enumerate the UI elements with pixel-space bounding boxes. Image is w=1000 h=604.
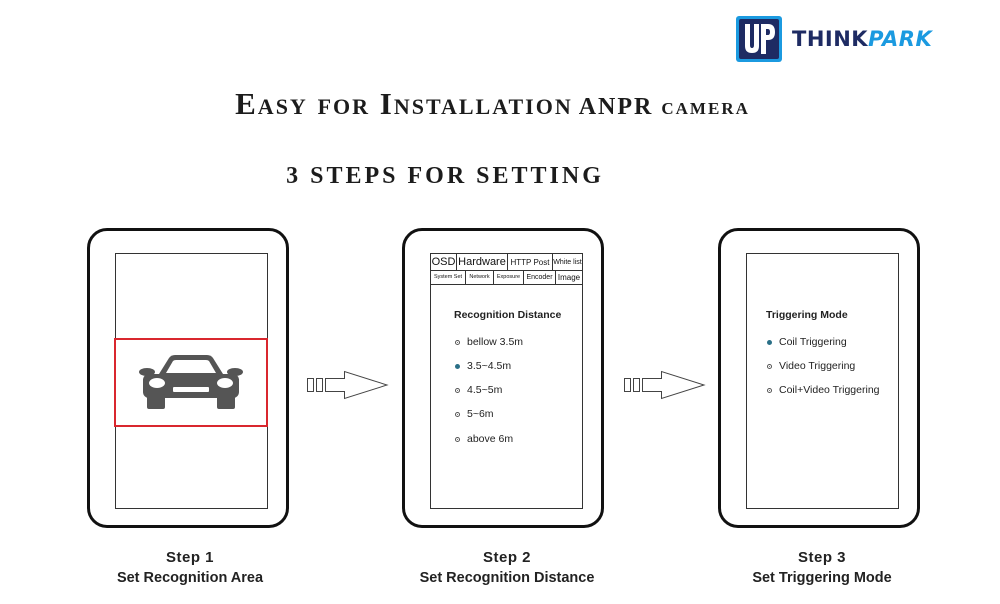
device-step3 [718,228,920,528]
radio-icon[interactable] [455,388,460,393]
radio-icon[interactable] [455,340,460,345]
tab-system-set[interactable]: System Set [431,270,466,284]
distance-option[interactable] [455,433,513,445]
recognition-distance-title: Recognition Distance [454,309,562,321]
tab-network[interactable]: Network [466,270,494,284]
trigger-option-label: Video Triggering [779,360,856,372]
up-logo-icon [736,16,782,62]
tab-white-list[interactable]: White list [553,258,582,266]
caption-step2 [377,548,637,588]
recognition-area-box[interactable] [114,338,268,427]
trigger-option-label: Coil Triggering [779,336,847,348]
distance-option-label: bellow 3.5m [467,336,524,348]
brand-name-part1: THINK [792,26,869,51]
brand-name-part2: PARK [868,26,933,51]
tab-image[interactable]: Image [557,272,581,282]
caption-step1 [60,548,320,588]
tab-osd[interactable]: OSD [431,256,456,268]
radio-icon[interactable] [455,437,460,442]
tab-hardware[interactable]: Hardware [457,254,508,270]
screen-step1 [115,253,268,509]
tab-http-post[interactable]: HTTP Post [508,254,553,270]
screen-step3 [746,253,899,509]
tab-bar-primary [431,254,582,271]
page-subtitle: 3 STEPS FOR SETTING [286,163,604,189]
tab-encoder[interactable]: Encoder [524,270,556,284]
tab-exposure[interactable]: Exposure [494,270,524,284]
distance-option-label: 5~6m [467,408,494,420]
radio-icon[interactable] [455,412,460,417]
distance-option-label: above 6m [467,433,514,445]
brand-name [792,26,933,51]
device-step1 [87,228,289,528]
distance-option[interactable] [455,408,494,420]
brand-logo [736,16,932,62]
distance-option-label: 3.5~4.5m [467,360,512,372]
radio-icon[interactable] [767,364,772,369]
step-description: Set Recognition Area [116,570,264,586]
page-title [0,86,985,122]
trigger-option[interactable] [767,336,847,348]
radio-selected-icon[interactable] [767,340,772,345]
radio-selected-icon[interactable] [455,364,460,369]
step-description: Set Recognition Distance [419,570,595,586]
distance-option[interactable] [455,336,523,348]
page-title-secondary: ANPR camera [578,94,750,120]
trigger-option[interactable] [767,360,855,372]
step-number: Step 2 [482,549,531,566]
distance-option[interactable] [455,384,502,396]
arrow-right-icon [624,370,706,400]
distance-option[interactable] [455,360,511,372]
trigger-option[interactable] [767,384,880,396]
triggering-mode-title: Triggering Mode [766,309,848,321]
page-title-main: Easy for Installation [235,86,573,121]
step-number: Step 1 [165,549,214,566]
screen-step2 [430,253,583,509]
radio-icon[interactable] [767,388,772,393]
step-number: Step 3 [797,549,846,566]
trigger-option-label: Coil+Video Triggering [779,384,880,396]
device-step2 [402,228,604,528]
distance-option-label: 4.5~5m [467,384,503,396]
tab-bar-secondary [431,270,582,285]
caption-step3 [692,548,952,588]
step-description: Set Triggering Mode [752,570,892,586]
arrow-right-icon [307,370,389,400]
car-icon [139,352,243,410]
